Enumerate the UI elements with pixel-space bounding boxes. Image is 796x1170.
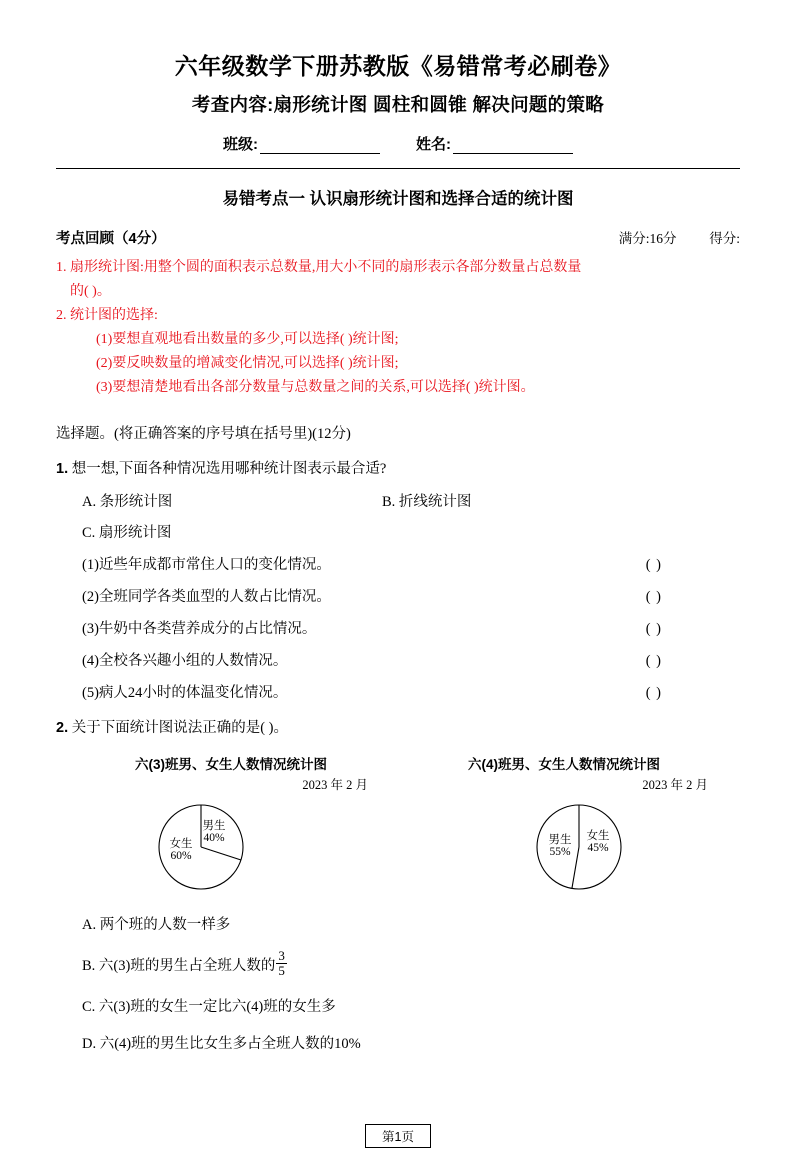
pie-2-label-female-pct: 45% — [587, 842, 609, 855]
pie-svg-2 — [514, 797, 644, 897]
name-input-line[interactable] — [453, 138, 573, 154]
question-2-option-b-text: B. 六(3)班的男生占全班人数的 — [82, 958, 276, 975]
pie-chart-2-date: 2023 年 2 月 — [642, 778, 708, 793]
pie-chart-2-title: 六(4)班男、女生人数情况统计图 — [468, 757, 660, 773]
pie-1-label-male-pct: 40% — [203, 832, 225, 845]
score-row — [619, 227, 740, 247]
pie-2-label-male-pct: 55% — [549, 846, 571, 859]
header-divider — [56, 168, 740, 169]
question-1-sub-1 — [56, 553, 740, 574]
question-2-option-a[interactable]: A. 两个班的人数一样多 — [82, 917, 231, 934]
sub-4-text: (4)全校各兴趣小组的人数情况。 — [82, 653, 288, 670]
question-1 — [56, 457, 740, 478]
pie-2-label-male-name: 男生 — [548, 834, 572, 847]
review-label: 考点回顾（4分） — [56, 231, 166, 247]
review-line-4: (2)要反映数量的增减变化情况,可以选择( )统计图; — [96, 356, 399, 372]
page-subtitle: 考查内容:扇形统计图 圆柱和圆锥 解决问题的策略 — [191, 94, 605, 115]
question-2-option-c[interactable]: C. 六(3)班的女生一定比六(4)班的女生多 — [82, 998, 336, 1015]
sub-2-text: (2)全班同学各类血型的人数占比情况。 — [82, 589, 331, 606]
worksheet-page — [0, 48, 796, 1170]
pie-chart-1-graphic — [66, 797, 396, 897]
question-2-option-b[interactable] — [56, 950, 740, 978]
pie-1-label-female-name: 女生 — [169, 838, 193, 851]
question-2 — [56, 716, 740, 737]
review-header-row — [56, 227, 740, 248]
review-line-1b: 的( )。 — [70, 284, 111, 300]
sub-3-answer-blank[interactable]: ( ) — [645, 621, 662, 638]
pie-chart-2-graphic — [414, 797, 714, 897]
question-1-sub-2 — [56, 585, 740, 606]
name-label: 姓名: — [416, 136, 451, 153]
class-label: 班级: — [223, 136, 258, 153]
score-get: 得分: — [709, 231, 740, 246]
sub-4-answer-blank[interactable]: ( ) — [645, 653, 662, 670]
page-title: 六年级数学下册苏教版《易错常考必刷卷》 — [174, 53, 622, 79]
pie-1-label-female-pct: 60% — [170, 850, 192, 863]
student-info-row — [56, 133, 740, 154]
sub-2-answer-blank[interactable]: ( ) — [645, 589, 662, 606]
sub-1-text: (1)近些年成都市常住人口的变化情况。 — [82, 557, 331, 574]
review-line-3: (1)要想直观地看出数量的多少,可以选择( )统计图; — [96, 332, 399, 348]
question-1-number: 1. — [56, 461, 69, 478]
pie-1-label-male-name: 男生 — [202, 820, 226, 833]
class-input-line[interactable] — [260, 138, 380, 154]
name-field[interactable] — [416, 133, 573, 154]
page-number: 第1页 — [365, 1124, 431, 1148]
section-title: 易错考点一 认识扇形统计图和选择合适的统计图 — [222, 190, 574, 208]
review-line-1: 1. 扇形统计图:用整个圆的面积表示总数量,用大小不同的扇形表示各部分数量占总数量 — [56, 260, 582, 275]
review-content — [56, 256, 740, 400]
pie-chart-2 — [414, 753, 714, 897]
question-1-option-a[interactable]: A. 条形统计图 — [82, 494, 173, 511]
pie-2-label-female-name: 女生 — [586, 830, 610, 843]
question-1-sub-5 — [56, 681, 740, 702]
question-1-sub-4 — [56, 649, 740, 670]
choice-instruction: 选择题。(将正确答案的序号填在括号里)(12分) — [56, 426, 351, 443]
review-line-2: 2. 统计图的选择: — [56, 308, 158, 324]
score-full: 满分:16分 — [618, 231, 677, 246]
question-1-stem: 想一想,下面各种情况选用哪种统计图表示最合适? — [71, 461, 387, 478]
pie-charts-row — [56, 753, 740, 897]
review-line-5: (3)要想清楚地看出各部分数量与总数量之间的关系,可以选择( )统计图。 — [96, 380, 535, 396]
pie-chart-1-title: 六(3)班男、女生人数情况统计图 — [135, 757, 327, 773]
pie-chart-1 — [66, 753, 396, 897]
question-1-sub-3 — [56, 617, 740, 638]
sub-5-text: (5)病人24小时的体温变化情况。 — [82, 685, 288, 702]
question-1-option-c[interactable]: C. 扇形统计图 — [82, 525, 172, 542]
question-1-option-b[interactable]: B. 折线统计图 — [382, 494, 472, 511]
page-footer — [0, 1124, 796, 1148]
sub-1-answer-blank[interactable]: ( ) — [645, 557, 662, 574]
fraction-denominator: 5 — [278, 963, 285, 979]
question-2-stem: 关于下面统计图说法正确的是( )。 — [71, 720, 288, 737]
question-1-options-row — [56, 490, 740, 511]
question-2-option-d[interactable]: D. 六(4)班的男生比女生多占全班人数的10% — [82, 1035, 361, 1052]
pie-svg-1 — [136, 797, 266, 897]
sub-5-answer-blank[interactable]: ( ) — [645, 685, 662, 702]
class-field[interactable] — [223, 133, 380, 154]
fraction-numerator: 3 — [278, 948, 285, 964]
question-2-number: 2. — [56, 720, 69, 737]
sub-3-text: (3)牛奶中各类营养成分的占比情况。 — [82, 621, 317, 638]
pie-chart-1-date: 2023 年 2 月 — [302, 778, 368, 793]
fraction-three-fifths — [276, 949, 287, 977]
